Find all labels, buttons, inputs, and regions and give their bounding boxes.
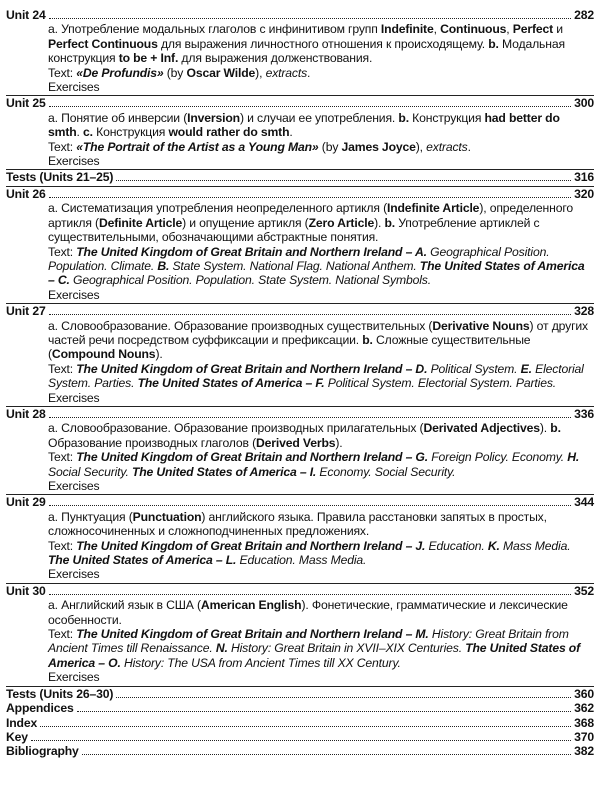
text-run: The United Kingdom of Great Britain and Northern Ireland – J.: [76, 538, 426, 553]
text-run: ),: [415, 139, 427, 154]
text-run: b.: [362, 332, 373, 347]
text-run: Social Security.: [48, 464, 132, 479]
toc-entry-title: Unit 26: [6, 186, 46, 201]
exercises-label: Exercises: [48, 670, 100, 685]
text-run: Text:: [48, 627, 77, 642]
text-run: .: [307, 65, 311, 80]
text-run: Oscar Wilde: [186, 65, 256, 80]
text-run: для выражения долженствования.: [178, 51, 373, 66]
text-run: Perfect Continuous: [48, 36, 158, 51]
text-run: H.: [567, 450, 580, 465]
text-run: Inversion: [187, 110, 240, 125]
text-run: Compound Nouns: [51, 347, 156, 362]
text-run: History: Great Britain in XVII–XIX Centuries.: [227, 641, 466, 656]
toc-entry-title: Key: [6, 729, 28, 744]
toc-entry: [6, 716, 594, 730]
text-run: Foreign Policy. Economy.: [428, 450, 568, 465]
grammar-topics: [48, 510, 588, 539]
dot-leader: [82, 754, 571, 755]
unit-list: [6, 8, 594, 687]
reading-text: [48, 140, 588, 154]
text-run: ) и случаи ее употребления.: [239, 110, 399, 125]
grammar-topics: [48, 22, 588, 65]
toc-entry-page-number: 282: [574, 8, 594, 22]
toc-entry-heading: [6, 701, 594, 715]
text-run: Zero Article: [308, 215, 375, 230]
toc-entry-page-number: 328: [574, 304, 594, 319]
toc-entry-heading: [6, 495, 594, 509]
toc-entry: [6, 407, 594, 495]
exercises-label: Exercises: [48, 287, 100, 302]
exercises-label: Exercises: [48, 390, 100, 405]
text-run: Конструкция: [92, 125, 169, 140]
text-run: для выражения личностного отношения к происходящему.: [157, 36, 489, 51]
text-run: .: [289, 125, 293, 140]
toc-entry-page-number: 344: [574, 495, 594, 510]
text-run: «De Profundis»: [76, 65, 164, 80]
text-run: a. Английский язык в США (: [48, 598, 201, 613]
toc-entry: [6, 8, 594, 96]
exercises-label: Exercises: [48, 80, 100, 95]
text-run: a. Систематизация употребления неопределенного артикля (: [48, 201, 387, 216]
text-run: .: [467, 139, 471, 154]
reading-text: [48, 627, 588, 670]
reading-text: [48, 450, 588, 479]
dot-leader: [49, 197, 572, 198]
text-run: Indefinite Article: [386, 201, 480, 216]
dot-leader: [49, 505, 572, 506]
text-run: Punctuation: [132, 509, 202, 524]
toc-entry-description: [6, 598, 594, 684]
text-run: a. Словообразование. Образование производных прилагательных (: [48, 421, 424, 436]
text-run: a. Словообразование. Образование производных существительных (: [48, 318, 433, 333]
text-run: Geographical Position. Population. State System. National Symbols.: [69, 273, 431, 288]
text-run: James Joyce: [341, 139, 416, 154]
exercises-label: Exercises: [48, 479, 100, 493]
toc-entry-heading: [6, 8, 594, 22]
text-run: Употребление артиклей с существительными, обозначающими абстрактные понятия.: [48, 215, 540, 245]
text-run: Geographical Position. Population. Climate.: [48, 244, 550, 273]
text-run: ,: [506, 22, 513, 37]
dot-leader: [49, 594, 572, 595]
text-run: B.: [157, 258, 170, 273]
toc-entry-title: Tests (Units 21–25): [6, 170, 114, 185]
grammar-topics: [48, 319, 588, 362]
text-run: b.: [550, 421, 561, 436]
toc-entry-title: Unit 29: [6, 495, 46, 510]
toc-entry-page-number: 368: [574, 715, 594, 730]
text-run: ).: [335, 435, 343, 450]
grammar-topics: [48, 598, 588, 627]
reading-text: [48, 66, 588, 80]
text-run: Education. Mass Media.: [236, 553, 367, 568]
reading-text: [48, 362, 588, 391]
text-run: c.: [83, 125, 93, 140]
toc-entry-title: Unit 30: [6, 583, 46, 598]
toc-entry-page-number: 370: [574, 729, 594, 744]
toc-entry-description: [6, 201, 594, 302]
toc-entry-heading: [6, 716, 594, 730]
text-run: Text:: [48, 65, 77, 80]
back-matter-list: [6, 687, 594, 759]
text-run: a. Понятие об инверсии (: [48, 110, 188, 125]
text-run: to be + Inf.: [118, 51, 179, 66]
toc-entry-heading: [6, 96, 594, 110]
toc-entry-title: Unit 27: [6, 304, 46, 319]
text-run: The United States of America – I.: [131, 464, 317, 479]
text-run: Text:: [48, 538, 77, 553]
text-run: Definite Article: [98, 215, 183, 230]
text-run: Образование производных глаголов (: [48, 435, 257, 450]
toc-entry: [6, 701, 594, 715]
text-run: ) английского языка. Правила расстановки запятых в простых, сложносочиненных и сложноподчиненных предложениях.: [48, 509, 547, 539]
dot-leader: [116, 697, 571, 698]
text-run: ,: [433, 22, 441, 37]
text-run: Сложные существительные (: [48, 332, 531, 362]
text-run: E.: [520, 361, 532, 376]
dot-leader: [77, 711, 572, 712]
toc-entry-heading: [6, 744, 594, 758]
toc-entry-page-number: 352: [574, 583, 594, 598]
dot-leader: [49, 314, 572, 315]
toc-entry-description: [6, 22, 594, 94]
text-run: ) от других частей речи посредством суффиксации и префиксации.: [48, 318, 588, 347]
toc-entry-page-number: 320: [574, 186, 594, 201]
text-run: Perfect: [512, 22, 554, 37]
dot-leader: [49, 18, 572, 19]
text-run: N.: [215, 641, 228, 656]
toc-entry: [6, 495, 594, 583]
text-run: The United States of America – L.: [48, 553, 237, 568]
toc-entry-title: Index: [6, 715, 38, 730]
toc-entry-page-number: 300: [574, 96, 594, 111]
text-run: Political System. Electorial System. Parties.: [324, 376, 557, 391]
text-run: Political System.: [427, 361, 521, 376]
text-run: American English: [200, 598, 302, 613]
toc-entry-title: Unit 25: [6, 96, 46, 111]
text-run: The United States of America – O.: [48, 641, 581, 670]
text-run: Text:: [48, 139, 77, 154]
toc-entry: [6, 744, 594, 758]
toc-entry-description: [6, 510, 594, 582]
text-run: State System. National Flag. National Anthem.: [169, 258, 420, 273]
toc-entry-heading: [6, 407, 594, 421]
text-run: Модальная конструкция: [48, 36, 565, 66]
text-run: a. Пунктуация (: [48, 509, 133, 524]
text-run: Derivated Adjectives: [423, 421, 540, 436]
text-run: ).: [155, 347, 163, 362]
text-run: ).: [374, 215, 385, 230]
text-run: ) и опущение артикля (: [182, 215, 309, 230]
text-run: Continuous: [440, 22, 507, 37]
toc-entry-page-number: 360: [574, 686, 594, 701]
toc-entry-heading: [6, 170, 594, 184]
reading-text: [48, 539, 588, 568]
toc-entry-page-number: 382: [574, 744, 594, 759]
text-run: extracts: [426, 139, 468, 154]
text-run: ),: [255, 65, 266, 80]
exercises-label: Exercises: [48, 567, 100, 582]
toc-entry: [6, 584, 594, 687]
grammar-topics: [48, 111, 588, 140]
toc-entry-heading: [6, 584, 594, 598]
toc-entry-page-number: 362: [574, 701, 594, 716]
text-run: b.: [488, 36, 499, 51]
toc-entry: [6, 96, 594, 170]
toc-entry: [6, 187, 594, 304]
toc-entry-title: Bibliography: [6, 744, 79, 759]
text-run: K.: [487, 538, 500, 553]
toc-entry-heading: [6, 687, 594, 701]
dot-leader: [49, 106, 572, 107]
text-run: had better do smth: [48, 110, 560, 140]
toc-entry-description: [6, 111, 594, 169]
text-run: would rather do smth: [168, 125, 290, 140]
exercises-label: Exercises: [48, 154, 100, 169]
toc-entry-description: [6, 319, 594, 405]
text-run: a. Употребление модальных глаголов с инфинитивом групп: [48, 22, 381, 37]
toc-entry: [6, 687, 594, 701]
toc-entry-page-number: 316: [574, 170, 594, 185]
toc-entry-title: Unit 24: [6, 8, 46, 22]
toc-entry-description: [6, 421, 594, 493]
text-run: Indefinite: [380, 22, 434, 37]
text-run: The United Kingdom of Great Britain and Northern Ireland – M.: [76, 627, 429, 642]
toc-entry-heading: [6, 730, 594, 744]
dot-leader: [40, 726, 571, 727]
text-run: The United States of America – F.: [137, 376, 325, 391]
grammar-topics: [48, 421, 588, 450]
text-run: Economy. Social Security.: [316, 464, 456, 479]
toc-entry-title: Appendices: [6, 701, 74, 716]
text-run: «The Portrait of the Artist as a Young Man»: [76, 139, 319, 154]
text-run: Text:: [48, 450, 77, 465]
toc-entry-page-number: 336: [574, 406, 594, 421]
text-run: Text:: [48, 361, 77, 376]
text-run: Electorial System. Parties.: [48, 361, 584, 391]
text-run: The United Kingdom of Great Britain and Northern Ireland – D.: [76, 361, 428, 376]
toc-entry-title: Unit 28: [6, 406, 46, 421]
text-run: Mass Media.: [499, 538, 571, 553]
toc-entry-title: Tests (Units 26–30): [6, 686, 114, 701]
text-run: History: Great Britain from Ancient Times till Renaissance.: [48, 627, 569, 656]
toc-entry: [6, 170, 594, 186]
toc-entry: [6, 304, 594, 407]
text-run: b.: [384, 215, 395, 230]
reading-text: [48, 245, 588, 288]
text-run: (by: [163, 65, 187, 80]
text-run: The United Kingdom of Great Britain and Northern Ireland – A.: [76, 244, 427, 259]
text-run: ). Фонетические, грамматические и лексические особенности.: [48, 598, 568, 627]
dot-leader: [49, 417, 572, 418]
toc-entry: [6, 730, 594, 744]
text-run: Education.: [425, 538, 488, 553]
text-run: Derived Verbs: [256, 435, 336, 450]
dot-leader: [116, 180, 571, 181]
text-run: The United Kingdom of Great Britain and Northern Ireland – G.: [76, 450, 428, 465]
text-run: (by: [318, 139, 342, 154]
text-run: Derivative Nouns: [432, 318, 530, 333]
text-run: extracts: [265, 65, 308, 80]
text-run: The United States of America – C.: [48, 258, 585, 288]
text-run: History: The USA from Ancient Times till XX Century.: [120, 655, 401, 670]
text-run: b.: [398, 110, 409, 125]
text-run: Text:: [48, 244, 77, 259]
toc-entry-heading: [6, 187, 594, 201]
text-run: ).: [539, 421, 551, 436]
text-run: и: [553, 22, 563, 37]
text-run: ), определенного артикля (: [48, 201, 573, 230]
text-run: Конструкция: [408, 110, 485, 125]
text-run: .: [76, 125, 84, 140]
toc-entry-heading: [6, 304, 594, 318]
dot-leader: [31, 740, 571, 741]
grammar-topics: [48, 201, 588, 244]
